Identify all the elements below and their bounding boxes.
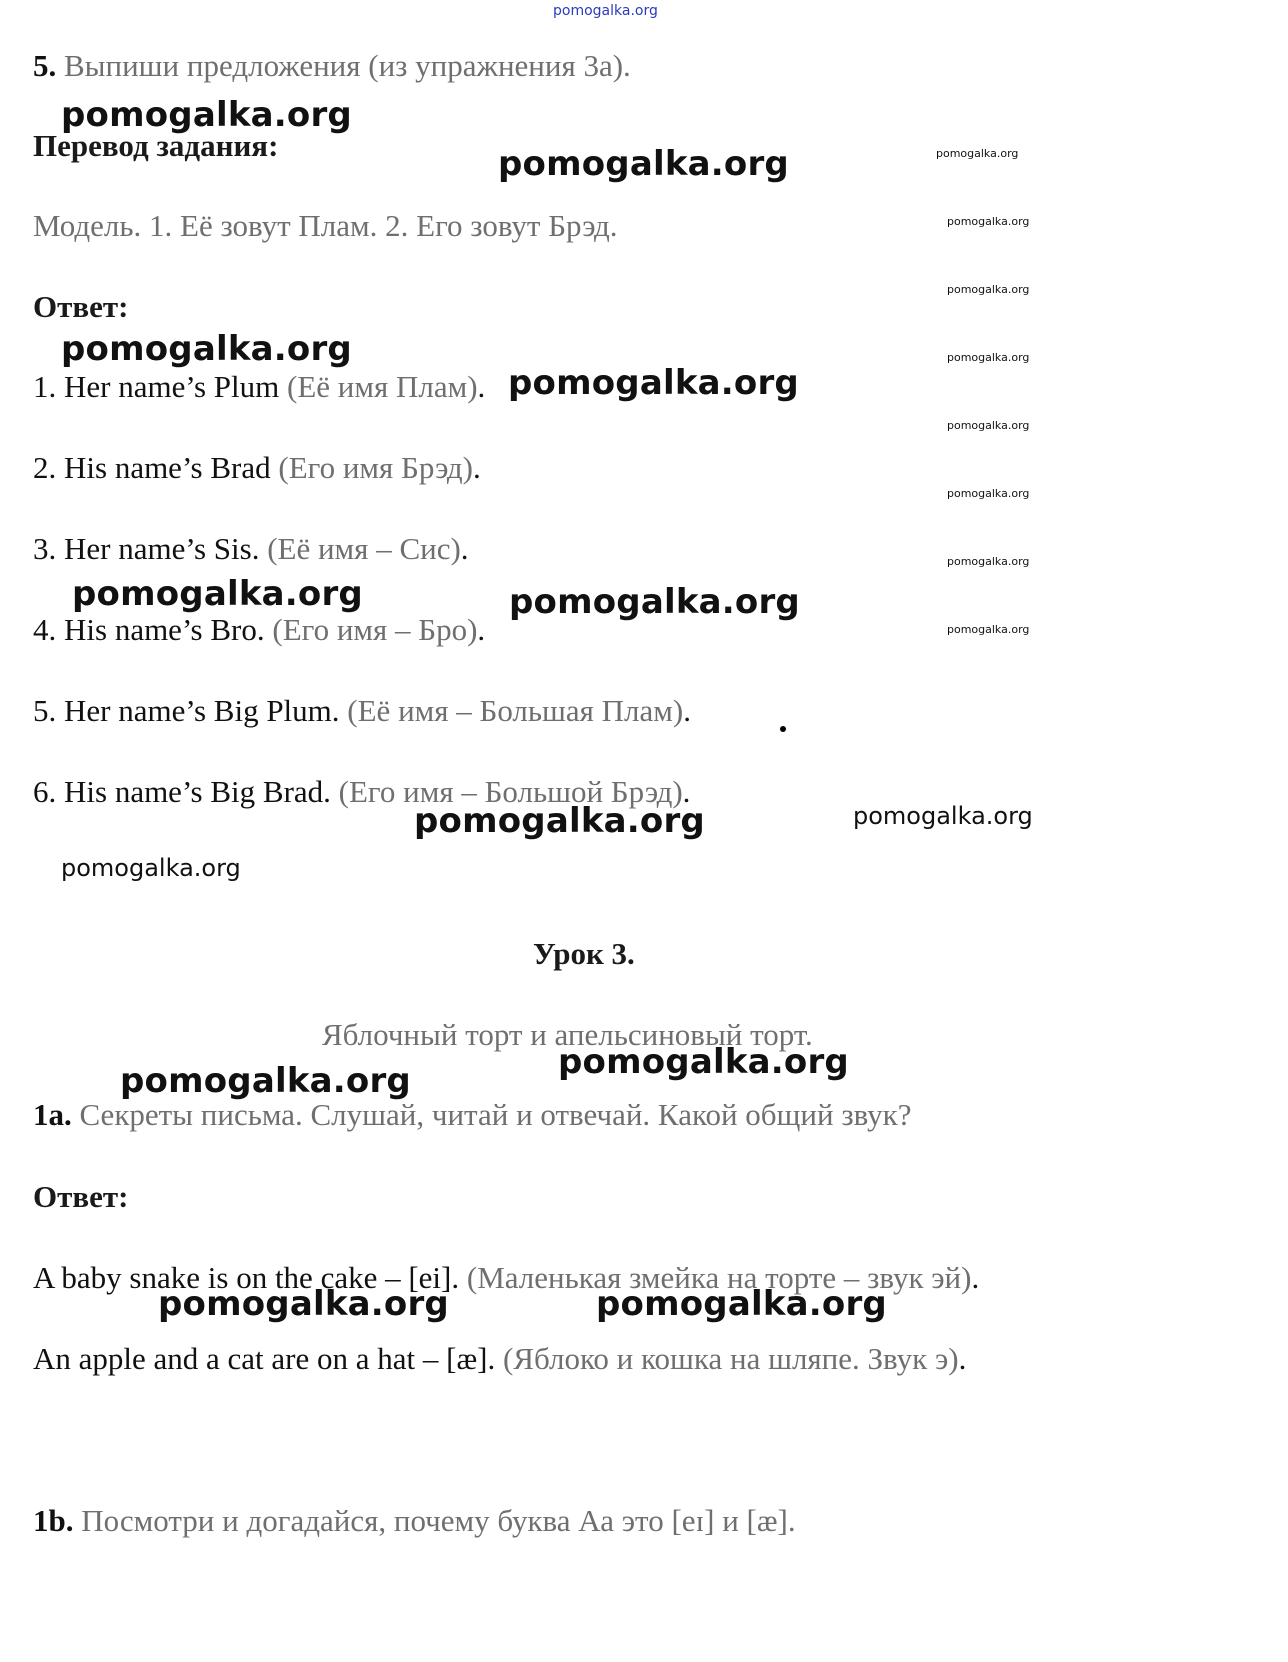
watermark-link[interactable]: pomogalka.org: [947, 555, 1030, 568]
task5-heading: [33, 50, 631, 81]
watermark-link[interactable]: pomogalka.org: [947, 283, 1030, 296]
task5-answer-1: [33, 371, 485, 402]
lesson-title: Урок 3.: [533, 936, 635, 971]
task1b-text: Посмотри и догадайся, почему буква Аа это [eɪ] и [æ].: [81, 1503, 796, 1538]
task5-answer-5: [33, 695, 691, 726]
watermark-link[interactable]: pomogalka.org: [558, 1042, 849, 1082]
answer-en: 6. His name’s Big Brad.: [33, 774, 331, 809]
translation-heading: Перевод задания:: [33, 128, 279, 163]
answer-en: 1. Her name’s Plum: [33, 369, 280, 404]
watermark-link[interactable]: pomogalka.org: [947, 351, 1030, 364]
watermark-link[interactable]: pomogalka.org: [120, 1061, 411, 1101]
answer-ru: (Её имя – Большая Плам): [347, 693, 684, 728]
watermark-link[interactable]: pomogalka.org: [158, 1284, 449, 1324]
task1a-heading: [33, 1099, 912, 1130]
answer-en: 2. His name’s Brad: [33, 450, 271, 485]
watermark-link[interactable]: pomogalka.org: [61, 329, 352, 369]
watermark-link[interactable]: pomogalka.org: [947, 487, 1030, 500]
watermark-link[interactable]: pomogalka.org: [947, 419, 1030, 432]
task5-answer-2: [33, 452, 481, 483]
answer-ru: (Её имя – Сис): [267, 531, 461, 566]
answer-en: 4. His name’s Bro.: [33, 612, 265, 647]
answer-ru: (Яблоко и кошка на шляпе. Звук э): [502, 1341, 959, 1376]
watermark-link[interactable]: pomogalka.org: [61, 95, 352, 135]
answer-end: .: [682, 774, 691, 809]
watermark-link[interactable]: pomogalka.org: [498, 144, 789, 184]
answer-en: A baby snake is on the cake – [ei].: [33, 1260, 460, 1295]
answer-end: .: [971, 1260, 980, 1295]
watermark-link[interactable]: pomogalka.org: [596, 1284, 887, 1324]
translation-text: Модель. 1. Её зовут Плам. 2. Его зовут Брэд.: [33, 208, 618, 243]
task1b-heading: [33, 1505, 796, 1536]
watermark-link[interactable]: pomogalka.org: [72, 574, 363, 614]
task5-answer-heading: Ответ:: [33, 289, 129, 324]
task5-answer-3: [33, 533, 469, 564]
lesson-subtitle: Яблочный торт и апельсиновый торт.: [322, 1017, 813, 1052]
watermark-link[interactable]: pomogalka.org: [414, 801, 705, 841]
task1a-answer-2: [33, 1343, 966, 1374]
answer-end: .: [460, 531, 469, 566]
answer-end: .: [958, 1341, 967, 1376]
watermark-link[interactable]: pomogalka.org: [61, 854, 241, 882]
answer-en: 3. Her name’s Sis.: [33, 531, 260, 566]
answer-en: 5. Her name’s Big Plum.: [33, 693, 340, 728]
watermark-link[interactable]: pomogalka.org: [509, 582, 800, 622]
task5-number: 5.: [33, 48, 57, 83]
answer-end: .: [477, 369, 486, 404]
answer-end: .: [477, 612, 486, 647]
watermark-link[interactable]: pomogalka.org: [853, 802, 1033, 830]
header-watermark[interactable]: pomogalka.org: [553, 3, 658, 19]
task5-text: Выпиши предложения (из упражнения 3а).: [64, 48, 631, 83]
task1a-number: 1a.: [33, 1097, 72, 1132]
task1a-text: Секреты письма. Слушай, читай и отвечай. Какой общий звук?: [79, 1097, 912, 1132]
answer-ru: (Маленькая змейка на торте – звук эй): [466, 1260, 972, 1295]
answer-end: .: [472, 450, 481, 485]
answer-ru: (Его имя Брэд): [278, 450, 473, 485]
answer-ru: (Её имя Плам): [287, 369, 478, 404]
answer-end: .: [683, 693, 691, 728]
task5-answer-4: [33, 614, 485, 645]
task1a-answer-heading: Ответ:: [33, 1179, 129, 1214]
answer-en: An apple and a cat are on a hat – [æ].: [33, 1341, 496, 1376]
answer-ru: (Его имя – Большой Брэд): [338, 774, 683, 809]
watermark-link[interactable]: pomogalka.org: [508, 363, 799, 403]
answer-ru: (Его имя – Бро): [272, 612, 478, 647]
watermark-link[interactable]: pomogalka.org: [947, 623, 1030, 636]
task1b-number: 1b.: [33, 1503, 74, 1538]
watermark-link[interactable]: pomogalka.org: [936, 147, 1019, 160]
stray-dot: [780, 726, 786, 732]
watermark-link[interactable]: pomogalka.org: [947, 215, 1030, 228]
